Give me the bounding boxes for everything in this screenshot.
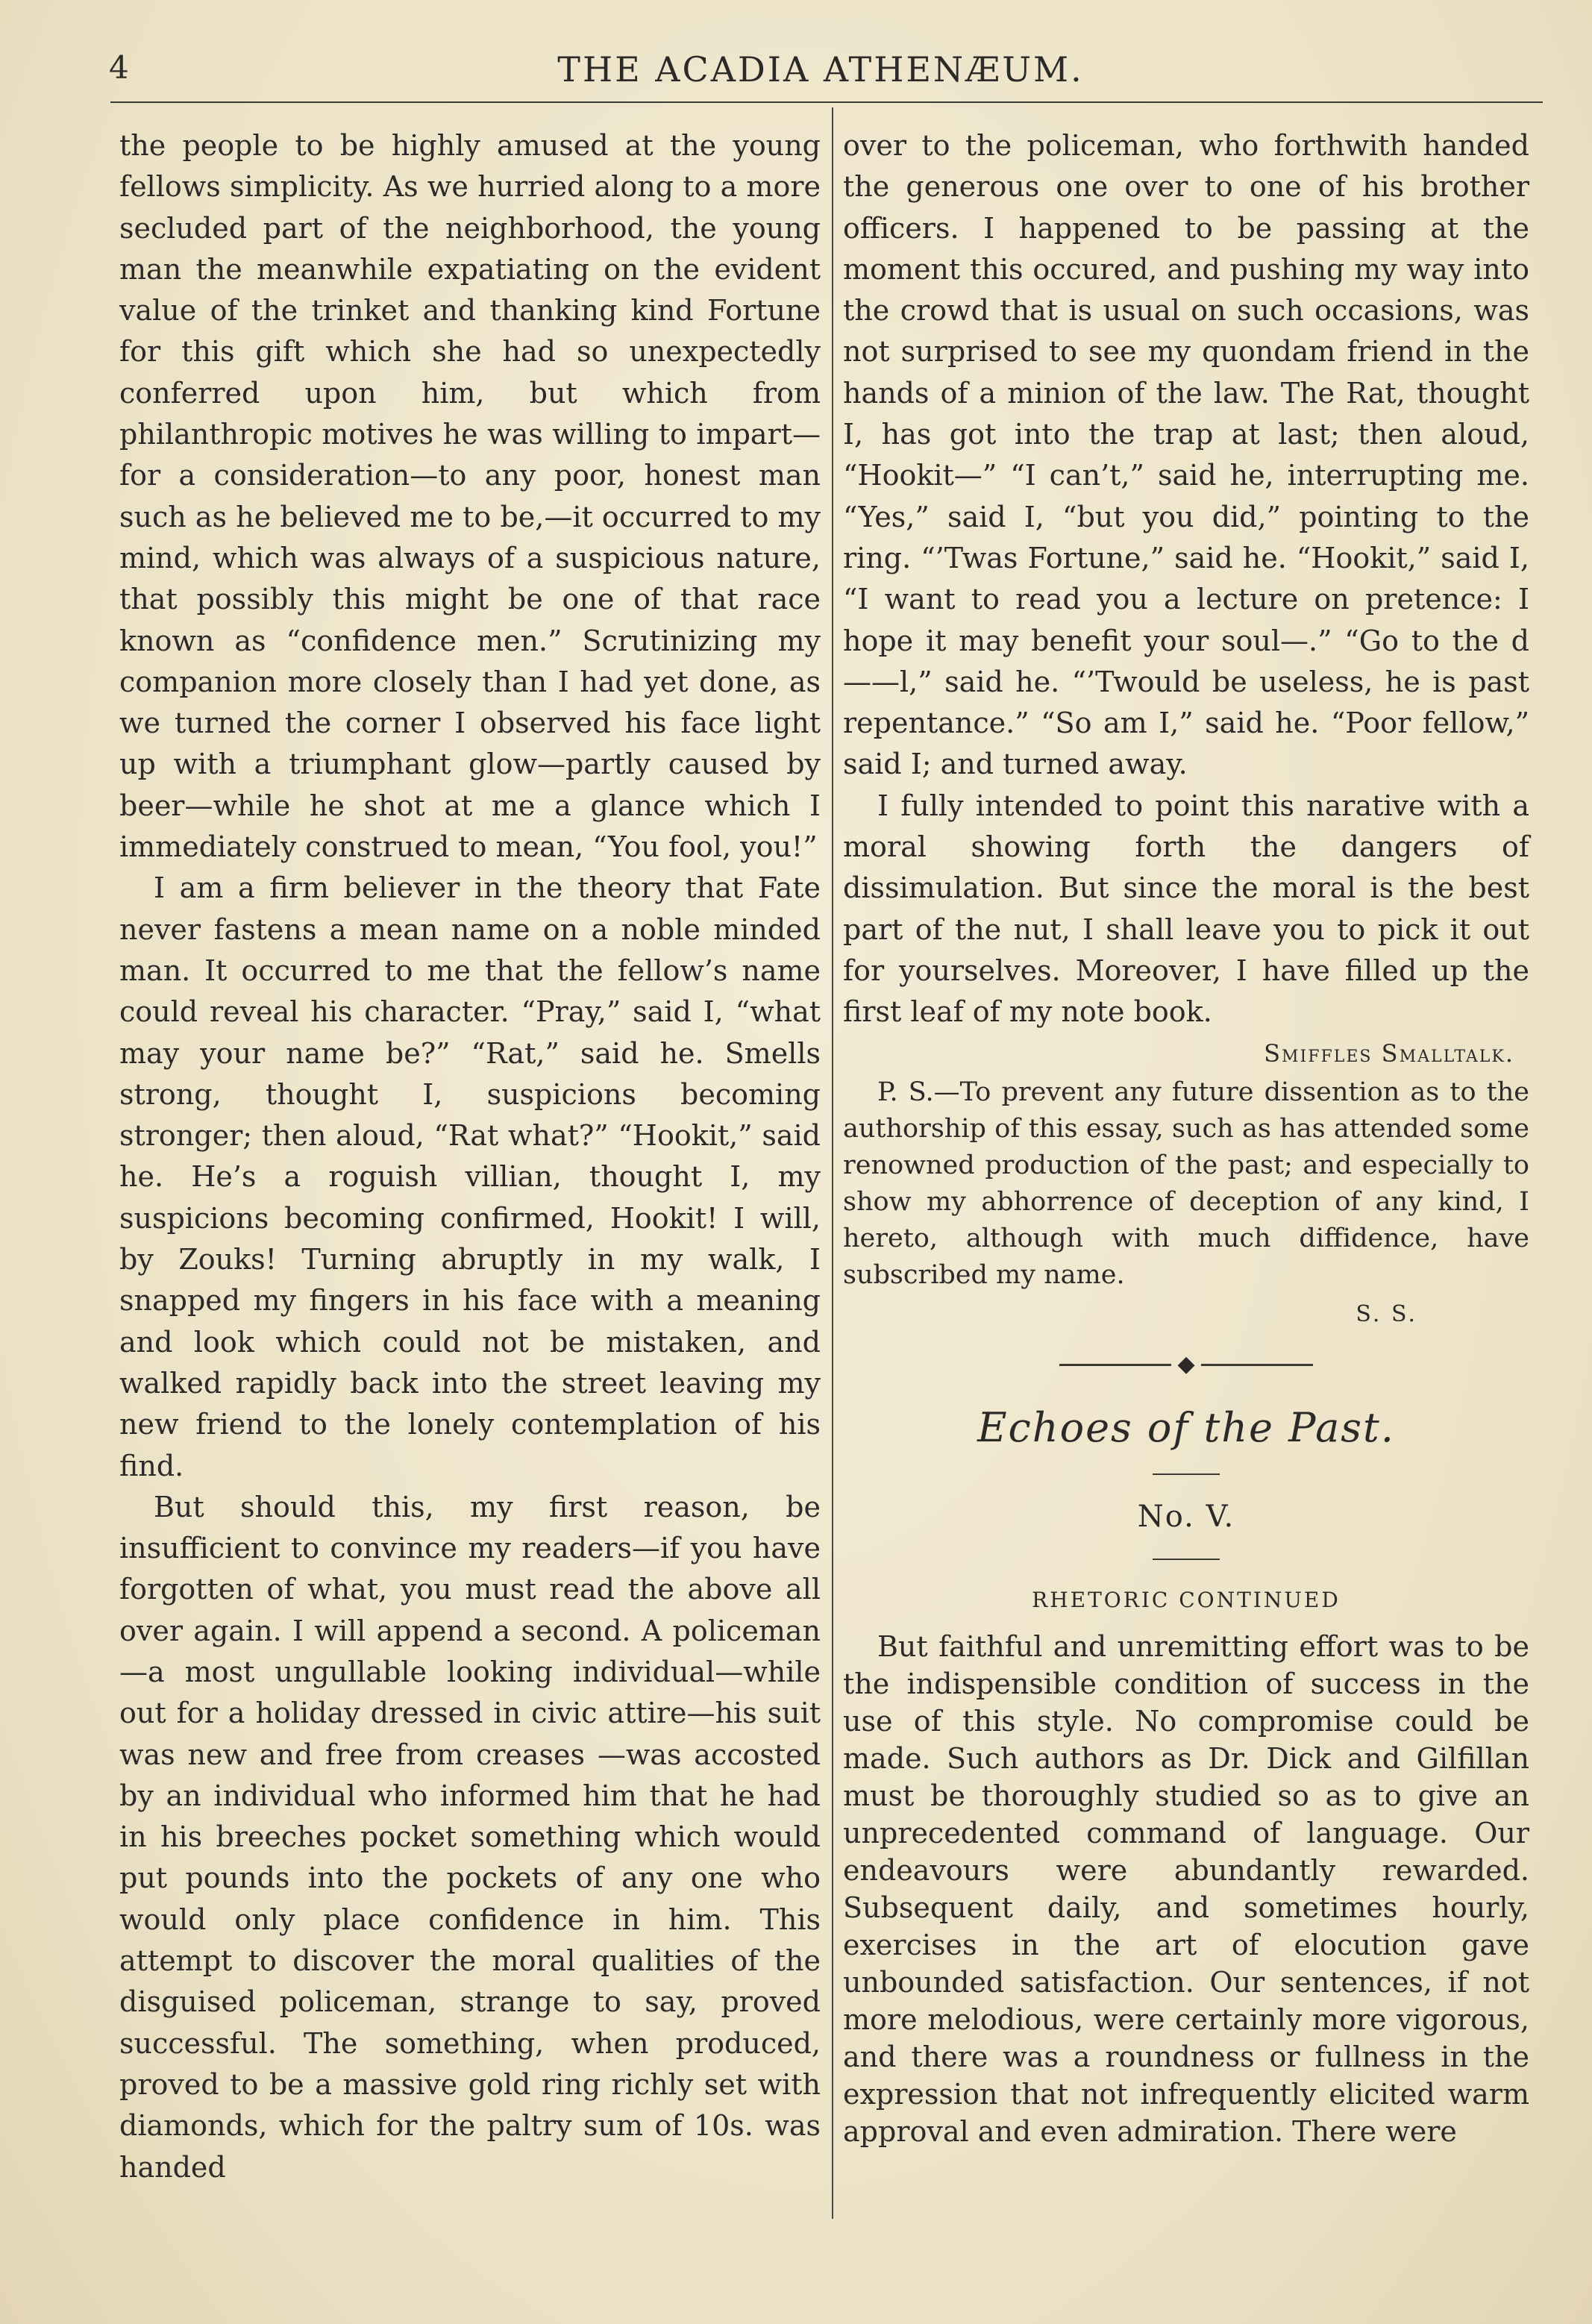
- page-header: [90, 49, 1552, 101]
- right-column: [843, 125, 1529, 2150]
- left-paragraph-2: I am a firm believer in the theory that Fate never fastens a mean name on a noble minded man. It occurred to me that the fellow’s name could reveal his character. “Pray,” said I, “what may your name be?” “Rat,” said he. Smells strong, thought I, suspicions becoming stronger; then aloud, “Rat what?” “Hookit,” said he. He’s a roguish villian, thought I, my suspicions becoming confirmed, Hookit! I will, by Zouks! Turning abruptly in my walk, I snapped my fingers in his face with a meaning and look which could not be mistaken, and walked rapidly back into the street leaving my new friend to the lonely contemplation of his find.: [119, 871, 821, 1482]
- ornament-center-icon: ◆: [1177, 1351, 1195, 1378]
- left-paragraph-3: But should this, my first reason, be insufficient to convince my readers—if you have forgotten of what, you must read the above all over again. I will append a second. A policeman—a most ungullable looking individual—while out for a holiday dressed in civic attire—his suit was new and free from creases —was accosted by an individual who informed him that he had in his breeches pocket something which would put pounds into the pockets of any one who would only place confidence in him. This attempt to discover the moral qualities of the disguised policeman, strange to say, proved successful. The something, when produced, proved to be a massive gold ring richly set with diamonds, which for the paltry sum of 10s. was handed: [119, 1490, 821, 2184]
- running-title: THE ACADIA ATHENÆUM.: [557, 49, 1084, 90]
- left-paragraph-1: the people to be highly amused at the young fellows simplicity. As we hurried along to a more secluded part of the neighborhood, the young man the meanwhile expatiating on the evident value of the trinket and thanking kind Fortune for this gift which she had so unexpectedly conferred upon him, but which from philanthropic motives he was willing to impart—for a consideration—to any poor, honest man such as he believed me to be,—it occurred to my mind, which was always of a suspicious nature, that possibly this might be one of that race known as “confidence men.” Scrutinizing my companion more closely than I had yet done, as we turned the corner I observed his face light up with a triumphant glow—partly caused by beer—while he shot at me a glance which I immediately construed to mean, “You fool, you!”: [119, 129, 821, 864]
- page-number: 4: [109, 49, 130, 86]
- left-column: [119, 125, 821, 2188]
- ornament-line-right: [1201, 1364, 1313, 1366]
- section-subhead: RHETORIC CONTINUED: [1032, 1588, 1341, 1613]
- ornament-line-left: [1059, 1364, 1171, 1366]
- section-paragraph: But faithful and unremitting effort was to be the indispensible condition of success in the use of this style. No compromise could be made. Such authors as Dr. Dick and Gilfillan must be thoroughly studied so as to give an unprecedented command of language. Our endeavours were abundantly rewarded. Subsequent daily, and sometimes hourly, exercises in the art of elocution gave unbounded satisfaction. Our sentences, if not more melodious, were certainly more vigorous, and there was a roundness or fullness in the expression that not infrequently elicited warm approval and even admiration. There were: [843, 1630, 1529, 2149]
- column-divider: [832, 107, 833, 2219]
- header-rule: [110, 101, 1543, 103]
- right-paragraph-1: over to the policeman, who forthwith handed the generous one over to one of his brother officers. I happened to be passing at the moment this occured, and pushing my way into the crowd that is usual on such occasions, was not surprised to see my quondam friend in the hands of a minion of the law. The Rat, thought I, has got into the trap at last; then aloud, “Hookit—” “I can’t,” said he, interrupting me. “Yes,” said I, “but you did,” pointing to the ring. “’Twas Fortune,” said he. “Hookit,” said I, “I want to read you a lecture on pretence: I hope it may benefit your soul—.” “Go to the d——l,” said he. “’Twould be useless, he is past repentance.” “So am I,” said he. “Poor fellow,” said I; and turned away.: [843, 129, 1529, 781]
- section-ornament: [843, 1350, 1529, 1379]
- right-paragraph-2: I fully intended to point this narative with a moral showing forth the dangers of dissimulation. But since the moral is the best part of the nut, I shall leave you to pick it out for yourselves. Moreover, I have filled up the first leaf of my note book.: [843, 789, 1529, 1029]
- section-number: No. V.: [1137, 1500, 1235, 1535]
- title-rule-bottom: [1153, 1559, 1220, 1560]
- postscript: P. S.—To prevent any future dissention as to the authorship of this essay, such as has attended some renowned production of the past; and especially to show my abhorrence of deception of any kind, I hereto, although with much diffidence, have subscribed my name.: [843, 1077, 1529, 1290]
- title-rule-top: [1153, 1473, 1220, 1475]
- signature: Smiffles Smalltalk.: [1264, 1039, 1514, 1068]
- initials: S. S.: [1356, 1300, 1417, 1327]
- section-title: Echoes of the Past.: [977, 1404, 1395, 1452]
